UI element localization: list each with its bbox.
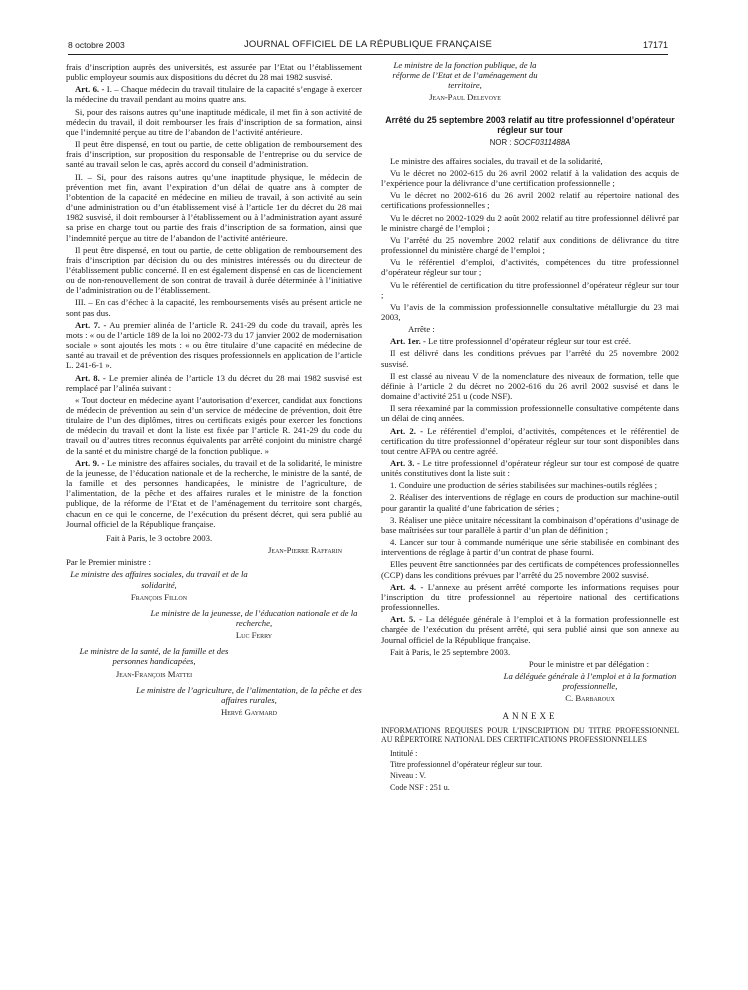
signer-prime-minister: Jean-Pierre Raffarin bbox=[268, 545, 342, 556]
signature-block bbox=[146, 608, 362, 640]
article-text: Au premier alinéa de l’article R. 241-29 du code du travail, après les mots : « ou de l’article 189 de la loi no 2002-73 du 17 janvier 2002 de modernisation sociale » sont ajoutés les mots : « ou être titulaire d’une capacité en médecine de santé au travail et de prévention des risques professionnels en application de l’article L. 241-6-1 ». bbox=[66, 319, 362, 371]
intitule-label: Intitulé : bbox=[390, 748, 418, 758]
article-text: Le référentiel d’emploi, d’activités, compétences et le référentiel de certification du titre professionnel d’opérateur régleur sur tour sont disponibles dans tout centre AFPA ou centre agréé. bbox=[381, 425, 679, 456]
article-text: Le titre professionnel d’opérateur régleur sur tour est composé de quatre unités constitutives dont la liste suit : bbox=[381, 458, 679, 479]
par-le-premier-ministre: Par le Premier ministre : bbox=[66, 557, 151, 568]
article-1 bbox=[381, 336, 679, 346]
signatory-title: La déléguée générale à l’emploi et à la formation professionnelle, bbox=[503, 670, 677, 692]
code-nsf: Code NSF : 251 u. bbox=[390, 782, 450, 792]
paragraph: Il peut être dispensé, en tout ou partie, de cette obligation de remboursement des frais d’inscription, sur proposition du responsable de l’entreprise ou du service de santé au travail selon le cas, après accord du conseil d’administration. bbox=[66, 139, 362, 170]
article-heading: Art. 3. - bbox=[390, 458, 420, 468]
visa: Vu le décret no 2002-616 du 26 avril 2002 relatif au répertoire national des certifications professionnelles ; bbox=[381, 190, 679, 211]
paragraph: Il sera réexaminé par la commission professionnelle consultative compétente dans un délai de cinq années. bbox=[381, 403, 679, 424]
niveau: Niveau : V. bbox=[390, 771, 426, 781]
intitule-value: Titre professionnel d’opérateur régleur sur tour. bbox=[390, 760, 543, 769]
paragraph: II. – Si, pour des raisons autres qu’une inaptitude physique, le médecin de prévention met fin, avant l’expiration d’un délai de quatre ans à compter de l’obtention de la capacité en médecine en milieu de travail, à son activité au sein d’une administration ou d’un établissement visé à l’article 1er du décret du 28 mai 1982 susvisé, il doit rembourser à l’établissement ou à l’administration ayant assuré sa prise en charge tout ou partie des frais d’inscription de sa formation, ainsi que l’indemnité perçue au titre de l’abandon de l’activité antérieure. bbox=[66, 171, 362, 243]
article-heading: Art. 2. - bbox=[390, 425, 424, 436]
article-6 bbox=[66, 84, 362, 104]
list-item: 1. Conduire une production de séries stabilisées sur machines-outils réglées ; bbox=[390, 480, 658, 491]
left-column bbox=[66, 62, 362, 723]
article-text: Le premier alinéa de l’article 13 du décret du 28 mai 1982 susvisé est remplacé par l’alinéa suivant : bbox=[66, 372, 362, 393]
issue-date: 8 octobre 2003 bbox=[68, 40, 125, 50]
article-text: Le ministre des affaires sociales, du travail et de la solidarité, le ministre de la jeunesse, de l’éducation nationale et de la recherche, le ministre de la santé, de la famille et des personnes handicapées, le ministre de l’agriculture, de l’alimentation, de la pêche et des affaires rurales et le ministre de la fonction publique, de la réforme de l’Etat et de l’aménagement du territoire sont chargés, chacun en ce qui le concerne, de l’exécution du présent décret, qui sera publié au Journal officiel de la République française. bbox=[66, 457, 362, 529]
annexe-heading: INFORMATIONS REQUISES POUR L’INSCRIPTION DU TITRE PROFESSIONNEL AU RÉPERTOIRE NATIONAL DES CERTIFICATIONS PROFESSIONNELLES bbox=[381, 725, 679, 745]
signature-block bbox=[136, 685, 362, 717]
nor-label: NOR : bbox=[489, 137, 514, 147]
signature-block bbox=[381, 60, 549, 103]
visa: Vu le référentiel d’emploi, d’activités, compétences du titre professionnel d’opérateur régleur sur tour ; bbox=[381, 257, 679, 278]
paragraph: III. – En cas d’échec à la capacité, les remboursements visés au présent article ne sont pas dus. bbox=[66, 297, 362, 318]
fait-a-paris: Fait à Paris, le 3 octobre 2003. bbox=[106, 532, 213, 543]
signatory-name: Jean-François Mattei bbox=[115, 668, 193, 679]
signatory-title: Le ministre de la santé, de la famille et des personnes handicapées, bbox=[79, 646, 229, 667]
list-item: 2. Réaliser des interventions de réglage en cours de production sur machine-outil pour garantir la qualité d’une fabrication de séries ; bbox=[381, 492, 679, 513]
article-8 bbox=[66, 373, 362, 393]
paragraph: Si, pour des raisons autres qu’une inaptitude médicale, il met fin à son activité de médecin du travail, il doit rembourser les frais d’inscription de sa formation, ainsi que l’indemnité perçue au titre de l’abandon de l’activité antérieure. bbox=[66, 106, 362, 137]
article-9 bbox=[66, 458, 362, 529]
paragraph: frais d’inscription auprès des universités, est assurée par l’Etat ou l’établissement public employeur soumis aux dispositions du décret du 28 mai 1982 susvisé. bbox=[66, 62, 362, 83]
article-heading: Art. 6. - bbox=[75, 84, 105, 95]
nor-code: SOCF0311488A bbox=[513, 137, 571, 147]
visa: Vu l’avis de la commission professionnelle consultative métallurgie du 23 mai 2003, bbox=[381, 301, 679, 322]
visa: Vu le décret no 2002-615 du 26 avril 2002 relatif à la validation des acquis de l’expérience pour la délivrance d’une certification professionnelle ; bbox=[381, 167, 679, 189]
article-heading: Art. 4. - bbox=[390, 581, 424, 592]
nor-reference bbox=[381, 138, 679, 148]
article-text: La déléguée générale à l’emploi et à la formation professionnelle est chargée de l’exécution du présent arrêté, qui sera publié ainsi que son annexe au Journal officiel de la République française. bbox=[381, 614, 679, 645]
journal-title: JOURNAL OFFICIEL DE LA RÉPUBLIQUE FRANÇAISE bbox=[243, 39, 493, 50]
signatory-name: François Fillon bbox=[130, 591, 188, 602]
list-item: 3. Réaliser une pièce unitaire nécessitant la combinaison d’opérations d’usinage de base maîtrisées sur tour parallèle à partir d’un plan de définition ; bbox=[381, 514, 679, 535]
article-heading: Art. 1er. - bbox=[390, 336, 426, 347]
paragraph: Il est délivré dans les conditions prévues par l’arrêté du 25 novembre 2002 susvisé. bbox=[381, 348, 679, 369]
signatory-name: C. Barbaroux bbox=[565, 693, 615, 704]
article-text: I. – Chaque médecin du travail titulaire de la capacité s’engage à exercer la médecine du travail pendant au moins quatre ans. bbox=[66, 84, 362, 105]
signatory-title: Le ministre de la fonction publique, de la réforme de l’Etat et de l’aménagement du territoire, bbox=[392, 60, 538, 91]
page-number: 17171 bbox=[642, 40, 668, 50]
signature-block bbox=[66, 646, 242, 678]
arrete-label: Arrête : bbox=[408, 324, 435, 335]
article-4 bbox=[381, 582, 679, 612]
signature-block bbox=[501, 671, 679, 703]
article-heading: Art. 5. - bbox=[390, 614, 423, 625]
article-heading: Art. 7. - bbox=[75, 319, 107, 330]
signatory-name: Jean-Paul Delevoye bbox=[429, 92, 501, 103]
pour-le-ministre: Pour le ministre et par délégation : bbox=[528, 658, 649, 669]
arrete-title: Arrêté du 25 septembre 2003 relatif au titre professionnel d’opérateur régleur sur tour bbox=[385, 114, 675, 136]
signatory-title: Le ministre de la jeunesse, de l’éducation nationale et de la recherche, bbox=[150, 607, 358, 628]
signatory-name: Luc Ferry bbox=[235, 630, 273, 641]
article-heading: Art. 9. - bbox=[75, 457, 105, 468]
visa: Vu le référentiel de certification du titre professionnel d’opérateur régleur sur tour ; bbox=[381, 279, 679, 300]
paragraph: Elles peuvent être sanctionnées par des certificats de compétences professionnelles (CCP) dans les conditions prévues par l’arrêté du 25 novembre 2002 susvisé. bbox=[381, 559, 679, 580]
signature-block bbox=[66, 569, 252, 601]
visa: Vu l’arrêté du 25 novembre 2002 relatif aux conditions de délivrance du titre professionnel du ministère chargé de l’emploi ; bbox=[381, 234, 679, 256]
article-heading: Art. 8. - bbox=[75, 372, 106, 383]
article-2 bbox=[381, 426, 679, 456]
article-text: Le titre professionnel d’opérateur régleur sur tour est créé. bbox=[425, 336, 631, 347]
signatory-title: Le ministre des affaires sociales, du travail et de la solidarité, bbox=[70, 569, 248, 590]
article-5 bbox=[381, 614, 679, 644]
signatory-title: Le ministre de l’agriculture, de l’alimentation, de la pêche et des affaires rurales, bbox=[136, 684, 362, 705]
article-text: L’annexe au présent arrêté comporte les informations requises pour l’inscription du titre professionnel au répertoire national des certifications professionnelles. bbox=[381, 581, 679, 613]
paragraph: Il peut être dispensé, en tout ou partie, de cette obligation de remboursement des frais d’inscription par décision du ou des ministres intéressés ou du directeur de l’établissement public concerné. Il en est également dispensé en cas de licenciement ou de non-renouvellement de son contrat de travail à durée déterminée à l’initiative de l’administration ou de l’établissement. bbox=[66, 244, 362, 296]
visa: Vu le décret no 2002-1029 du 2 août 2002 relatif au titre professionnel délivré par le ministre chargé de l’emploi ; bbox=[381, 212, 679, 233]
article-3 bbox=[381, 458, 679, 478]
fait-a-paris: Fait à Paris, le 25 septembre 2003. bbox=[390, 646, 511, 657]
page-header bbox=[68, 38, 668, 55]
list-item: 4. Lancer sur tour à commande numérique une série stabilisée en combinant des interventions de réglage à partir d’un contrat de phase fourni. bbox=[381, 537, 679, 558]
right-column bbox=[381, 62, 679, 794]
visa: Le ministre des affaires sociales, du travail et de la solidarité, bbox=[390, 155, 603, 166]
annexe-title: ANNEXE bbox=[502, 711, 558, 722]
paragraph: « Tout docteur en médecine ayant l’autorisation d’exercer, candidat aux fonctions de médecin de prévention au sein d’un service de médecine de prévention, doit être titulaire de l’un des diplômes, titres ou certificats exigés pour exercer les fonctions de médecin du travail et dont la liste est fixée par l’article R. 241-29 du code du travail ou d’autres titres reconnus équivalents par arrêté conjoint du ministre chargé de la santé et du ministre chargé de la fonction publique. » bbox=[66, 394, 362, 456]
paragraph: Il est classé au niveau V de la nomenclature des niveaux de formation, telle que définie à l’article 2 du décret no 2002-616 du 26 avril 2002 susvisé et dans le domaine d’activité 251 u (code NSF). bbox=[381, 370, 679, 402]
signatory-name: Hervé Gaymard bbox=[220, 707, 278, 718]
article-7 bbox=[66, 320, 362, 371]
